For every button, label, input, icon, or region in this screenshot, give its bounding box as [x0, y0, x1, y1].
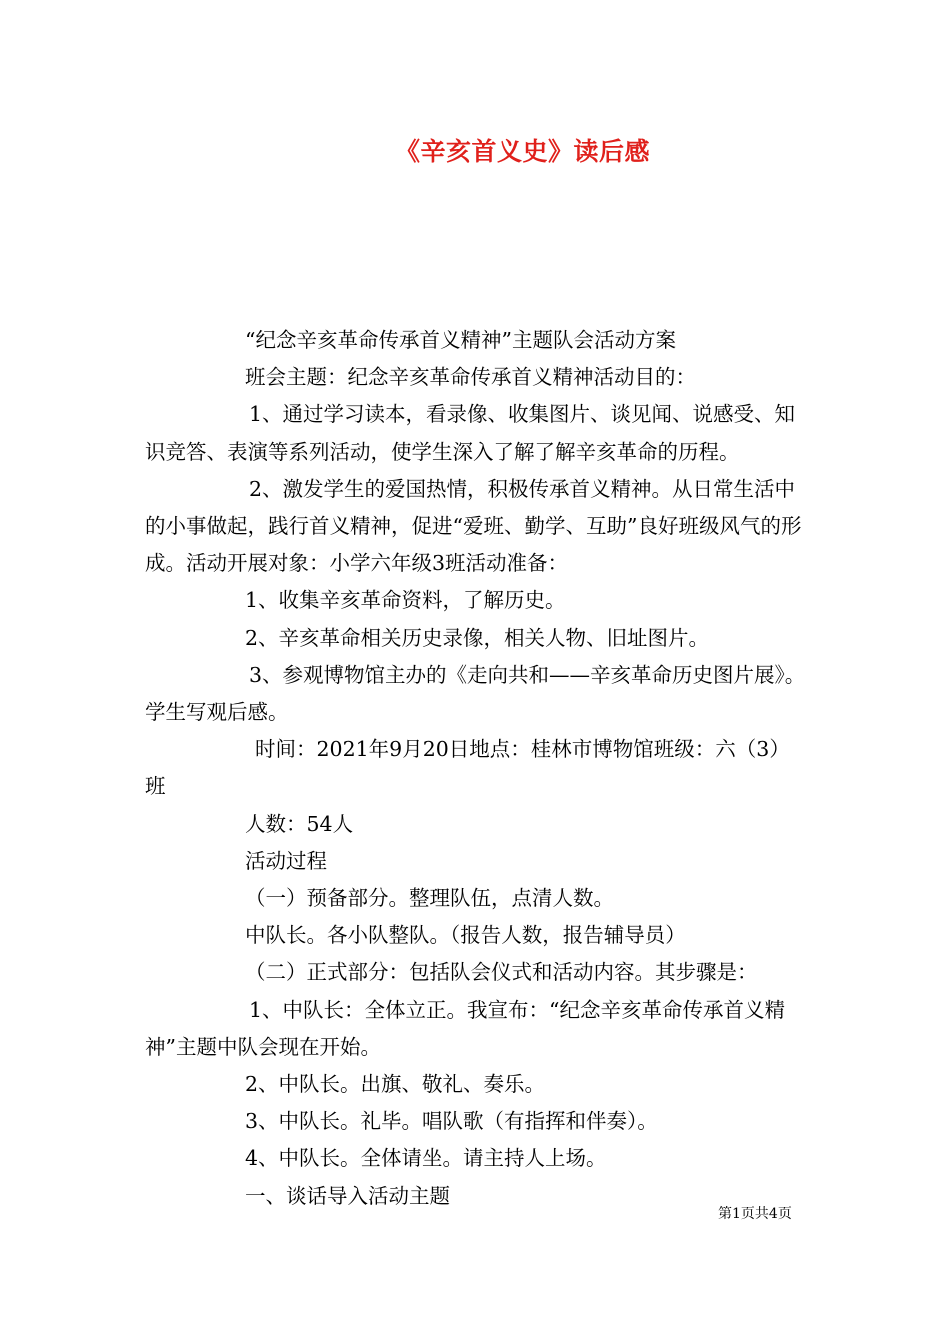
paragraph-formal-4: 4、中队长。全体请坐。请主持人上场。	[245, 1146, 607, 1171]
paragraph-headcount: 人数：54人	[245, 811, 354, 836]
paragraph-squad: 中队长。各小队整队。（报告人数，报告辅导员）	[245, 923, 686, 948]
paragraph-heading: “纪念辛亥革命传承首义精神”主题队会活动方案	[245, 328, 676, 352]
paragraph-time-place: 时间：2021年9月20日地点：桂林市博物馆班级：六（3）班	[145, 737, 790, 799]
paragraph-formal-3: 3、中队长。礼毕。唱队歌（有指挥和伴奏）。	[245, 1109, 658, 1134]
paragraph-theme: 班会主题：纪念辛亥革命传承首义精神活动目的：	[245, 365, 696, 390]
paragraph-prep-3: 3、参观博物馆主办的《走向共和——辛亥革命历史图片展》。学生写观后感。	[145, 662, 806, 725]
paragraph-step-prep: （一）预备部分。整理队伍，点清人数。	[245, 886, 614, 911]
paragraph-section-1: 一、谈话导入活动主题	[245, 1183, 450, 1208]
paragraph-prep-1: 1、收集辛亥革命资料，了解历史。	[245, 588, 566, 613]
paragraph-prep-2: 2、辛亥革命相关历史录像，相关人物、旧址图片。	[245, 625, 710, 650]
document-title: 《辛亥首义史》读后感	[394, 137, 650, 166]
paragraph-formal-1: 1、中队长：全体立正。我宣布：“纪念辛亥革命传承首义精神”主题中队会现在开始。	[145, 997, 786, 1059]
paragraph-process: 活动过程	[245, 848, 327, 873]
paragraph-step-formal: （二）正式部分：包括队会仪式和活动内容。其步骤是：	[245, 960, 758, 985]
paragraph-goal-1: 1、通过学习读本，看录像、收集图片、谈见闻、说感受、知识竞答、表演等系列活动，使学生深入了解了解辛亥革命的历程。	[145, 402, 796, 464]
paragraph-formal-2: 2、中队长。出旗、敬礼、奏乐。	[245, 1072, 546, 1097]
paragraph-goal-2: 2、激发学生的爱国热情，积极传承首义精神。从日常生活中的小事做起，践行首义精神，促进“爱班、勤学、互助”良好班级风气的形成。活动开展对象：小学六年级3班活动准备：	[145, 476, 802, 576]
document-body	[145, 322, 810, 1215]
page-number: 第1页共4页	[718, 1206, 792, 1222]
